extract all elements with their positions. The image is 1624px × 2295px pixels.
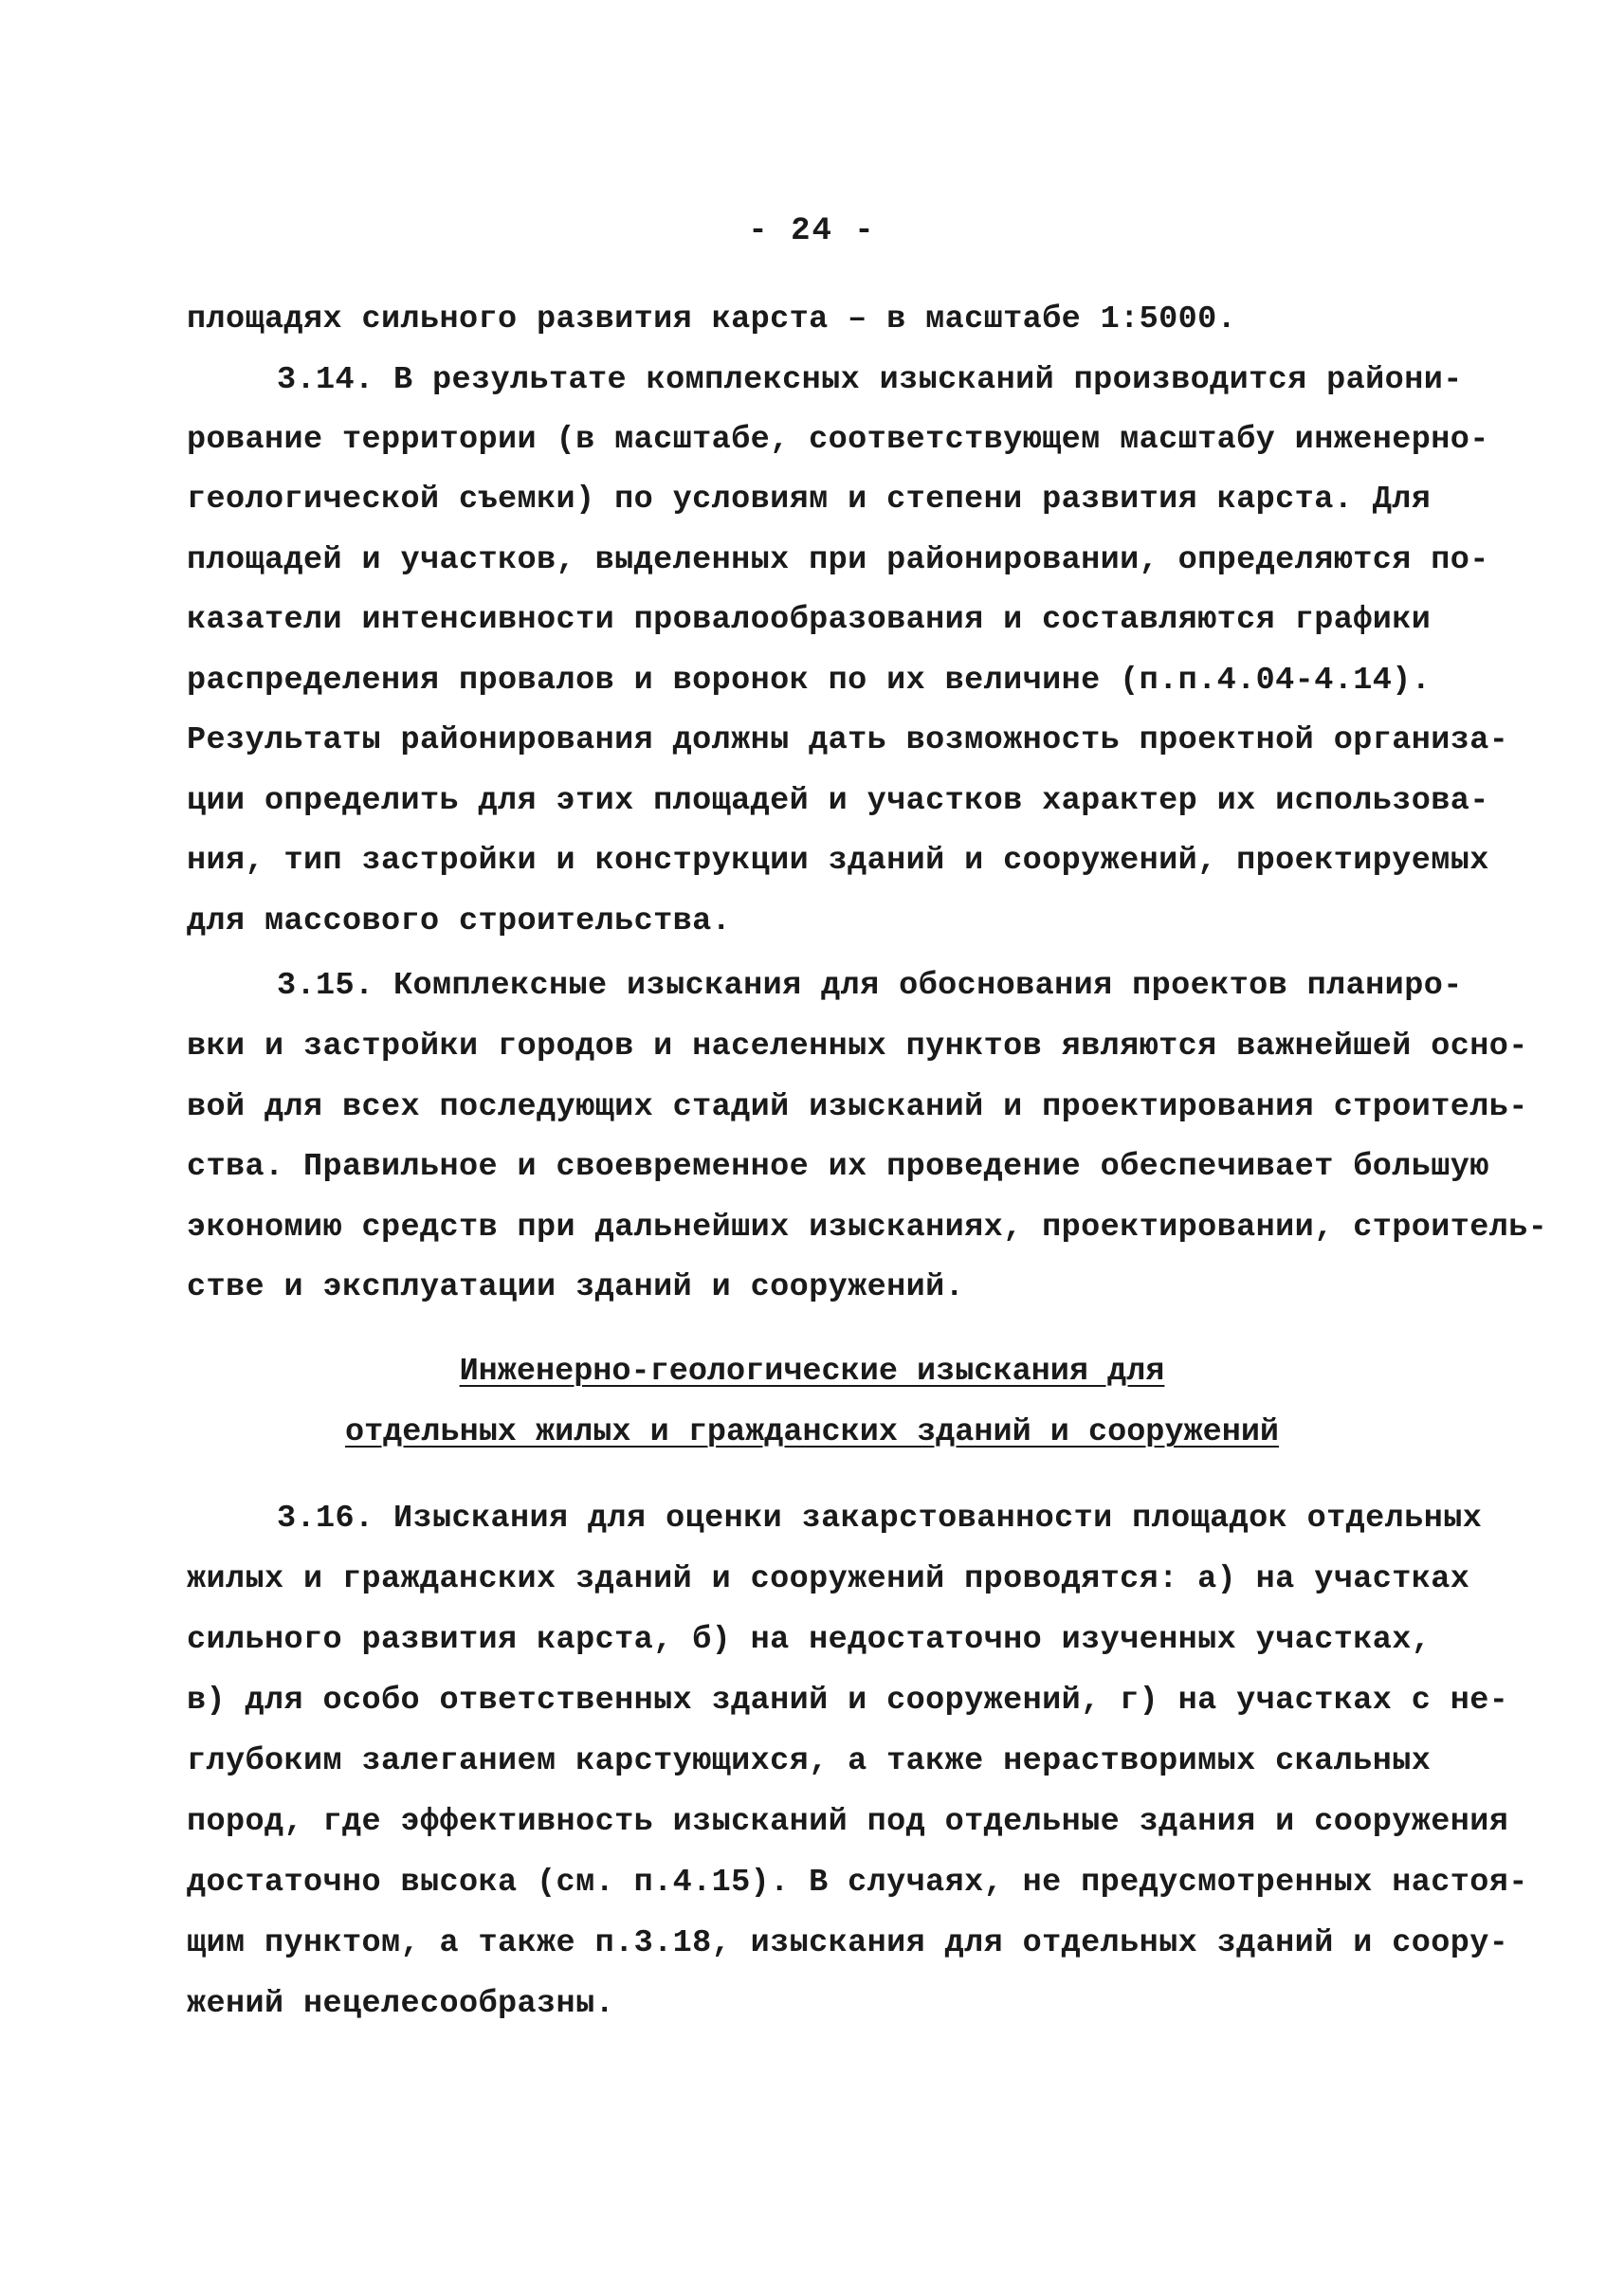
- text-line: для массового строительства.: [187, 903, 732, 939]
- section-heading-line-2: [0, 1413, 1624, 1451]
- text-line: достаточно высока (см. п.4.15). В случаях, не предусмотренных настоя-: [187, 1865, 1528, 1901]
- text-line: площадей и участков, выделенных при районировании, определяются по-: [187, 542, 1489, 578]
- text-line: рование территории (в масштабе, соответствующем масштабу инженерно-: [187, 422, 1489, 458]
- text-line: вки и застройки городов и населенных пунктов являются важнейшей осно-: [187, 1029, 1528, 1065]
- text-line: пород, где эффективность изысканий под отдельные здания и сооружения: [187, 1804, 1509, 1840]
- section-heading-text: отдельных жилых и гражданских зданий и сооружений: [344, 1414, 1280, 1450]
- text-line: казатели интенсивности провалообразования и составляются графики: [187, 602, 1432, 638]
- text-line: в) для особо ответственных зданий и сооружений, г) на участках с не-: [187, 1683, 1509, 1719]
- text-line: ства. Правильное и своевременное их проведение обеспечивает большую: [187, 1149, 1489, 1185]
- text-line: распределения провалов и воронок по их величине (п.п.4.04-4.14).: [187, 663, 1432, 699]
- text-line: Результаты районирования должны дать возможность проектной организа-: [187, 722, 1509, 758]
- text-line: геологической съемки) по условиям и степени развития карста. Для: [187, 482, 1432, 518]
- text-line: стве и эксплуатации зданий и сооружений.: [187, 1269, 965, 1305]
- text-line: сильного развития карста, б) на недостаточно изученных участках,: [187, 1622, 1432, 1658]
- text-line: вой для всех последующих стадий изысканий и проектирования строитель-: [187, 1089, 1528, 1125]
- paragraph-3-15-start: 3.15. Комплексные изыскания для обоснования проектов планиро-: [277, 968, 1463, 1004]
- section-heading-text: Инженерно-геологические изыскания для: [459, 1354, 1165, 1390]
- section-heading-line-1: [0, 1353, 1624, 1391]
- text-line: ния, тип застройки и конструкции зданий и сооружений, проектируемых: [187, 843, 1489, 879]
- text-line: жений нецелесообразны.: [187, 1986, 615, 2022]
- text-line: ции определить для этих площадей и участков характер их использова-: [187, 783, 1489, 819]
- paragraph-3-16-start: 3.16. Изыскания для оценки закарстованности площадок отдельных: [277, 1501, 1483, 1537]
- text-line: жилых и гражданских зданий и сооружений проводятся: а) на участках: [187, 1561, 1470, 1597]
- text-line: площадях сильного развития карста – в масштабе 1:5000.: [187, 301, 1237, 337]
- text-line: экономию средств при дальнейших изысканиях, проектировании, строитель-: [187, 1210, 1548, 1246]
- text-line: глубоким залеганием карстующихся, а также нерастворимых скальных: [187, 1743, 1432, 1779]
- text-line: щим пунктом, а также п.3.18, изыскания для отдельных зданий и соору-: [187, 1925, 1509, 1961]
- paragraph-3-14-start: 3.14. В результате комплексных изысканий производится райони-: [277, 362, 1463, 398]
- page-number: - 24 -: [748, 213, 876, 249]
